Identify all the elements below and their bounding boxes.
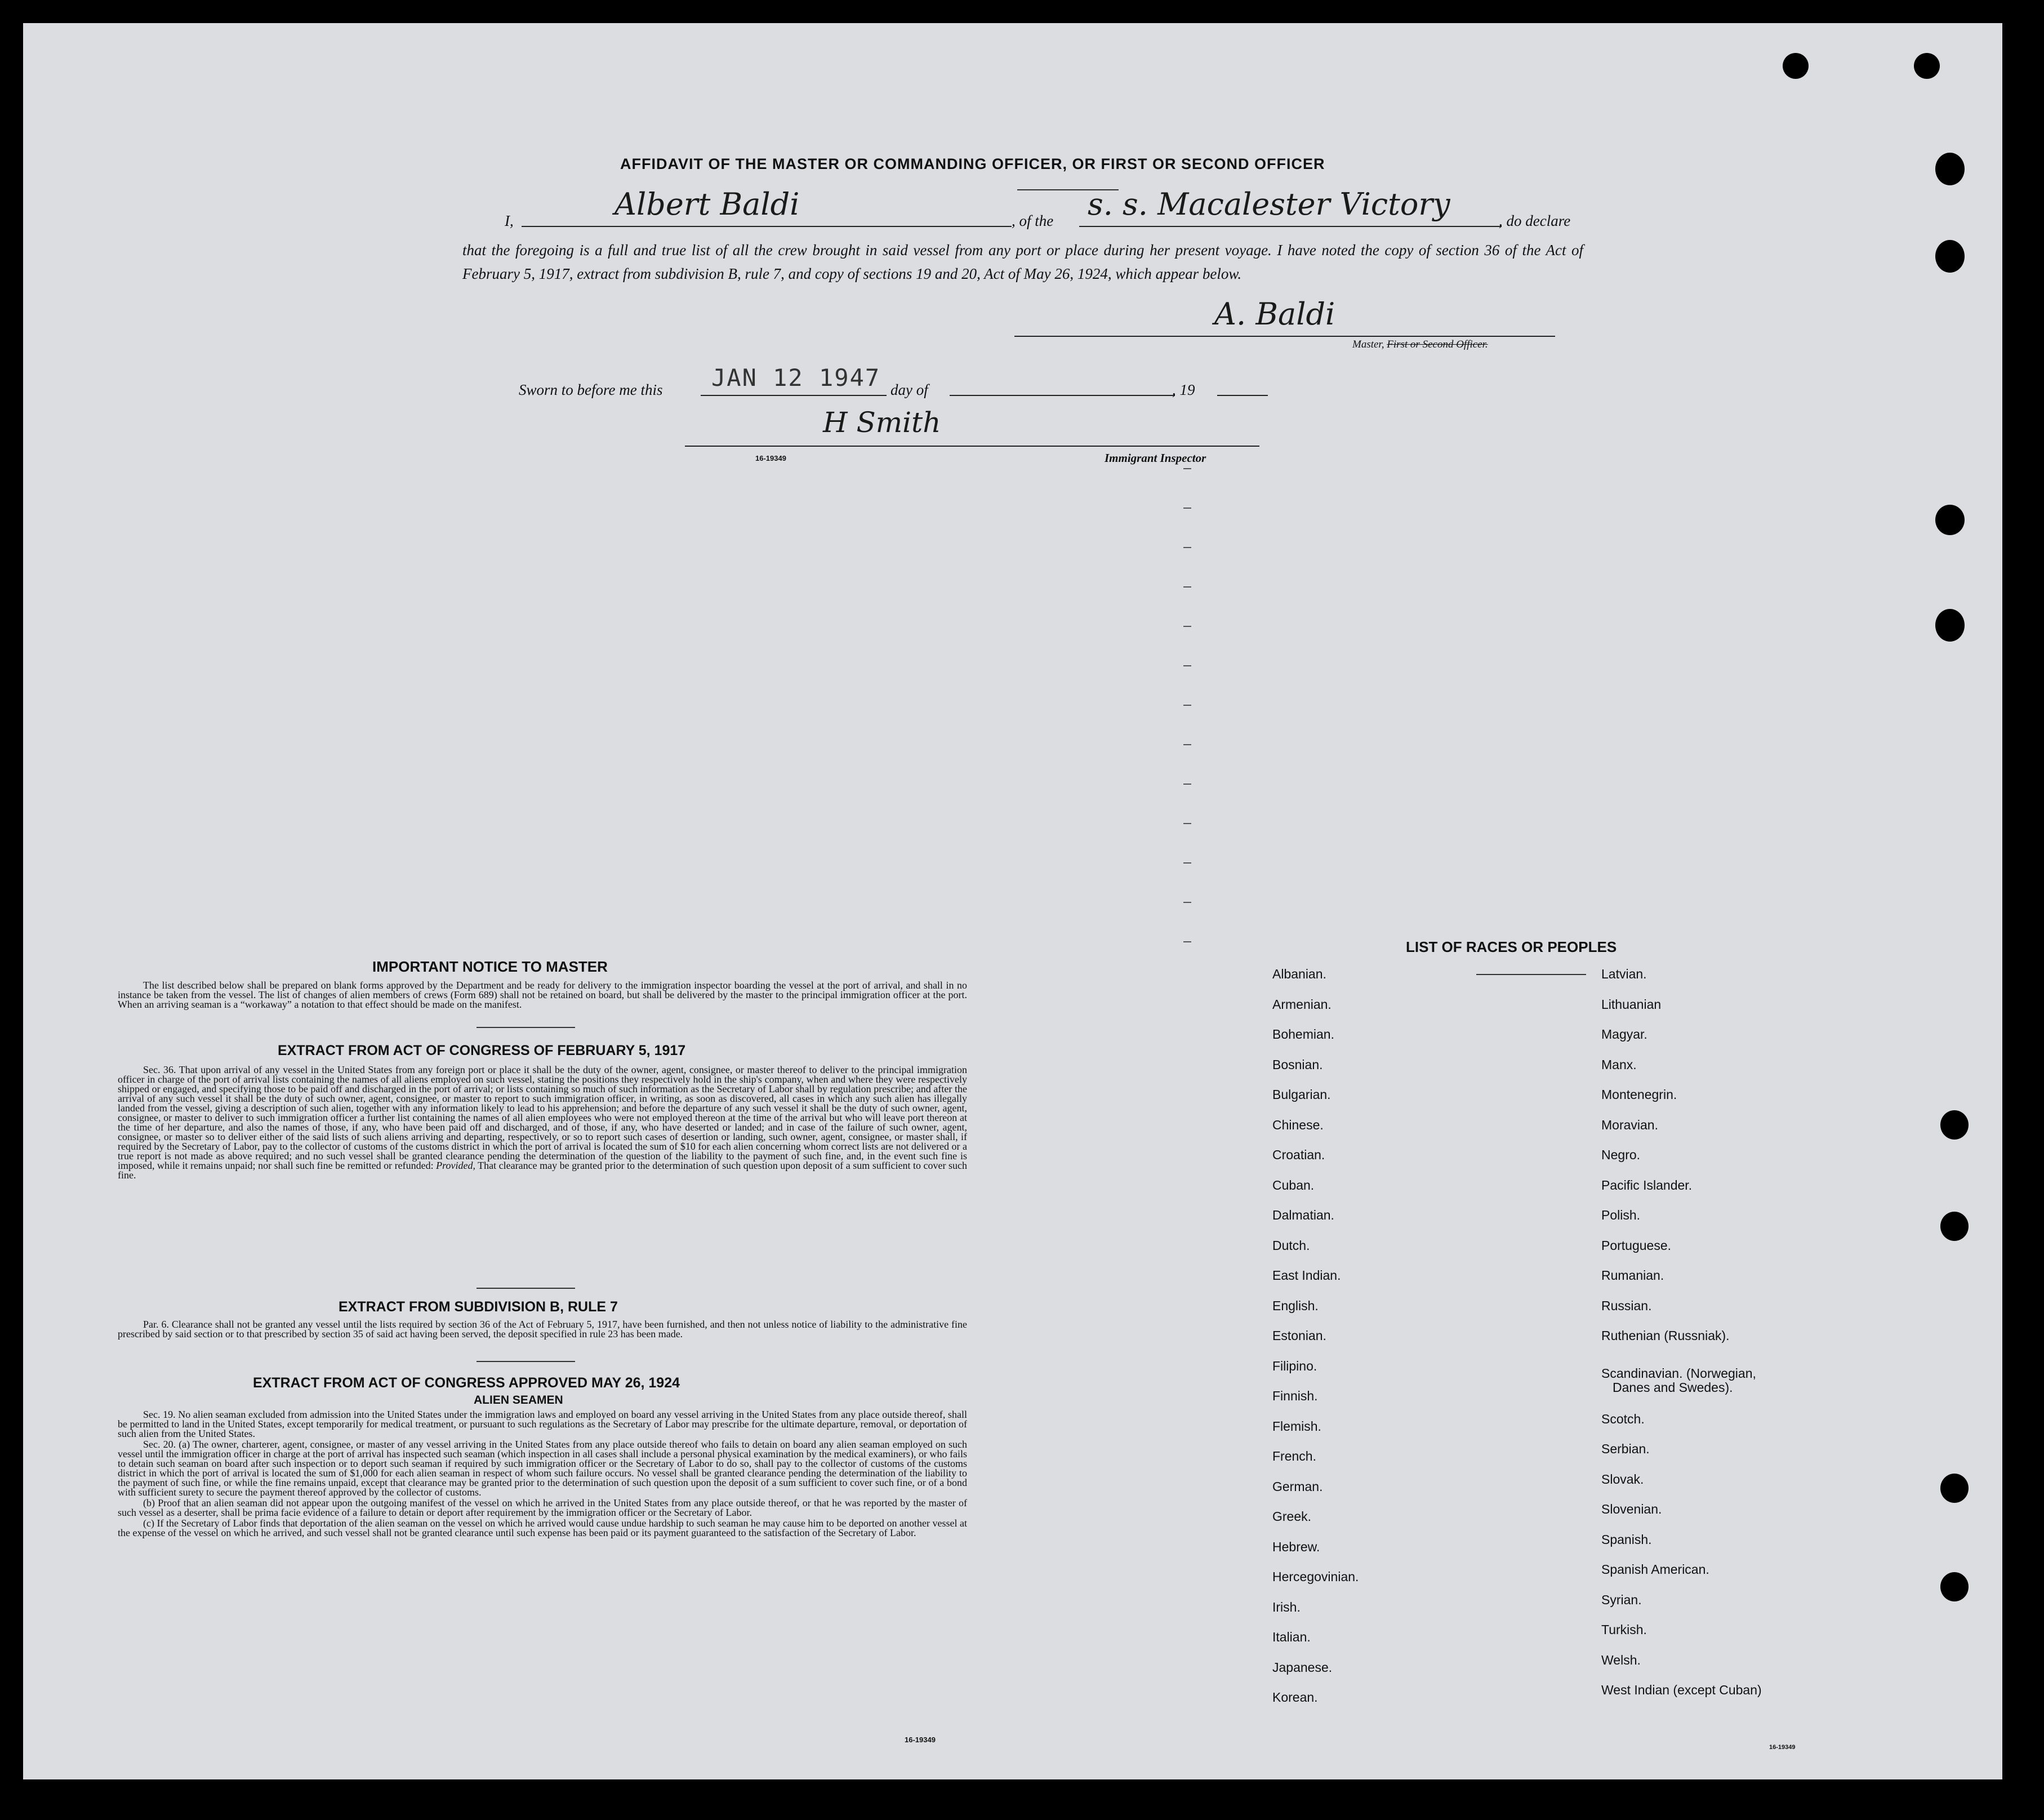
race-item: Latvian. bbox=[1601, 967, 1647, 981]
sec20c-paragraph: (c) If the Secretary of Labor finds that deportation of the alien seaman on the vessel on which he arrived would cause undue hardship to such seaman he may cause him to be deported on another vessel at the expense of the vessel on which he arrived, and such vessel shall not be granted clearance until such expense has been paid or its payment guaranteed to the satisfaction of the Secretary of Labor. bbox=[118, 1518, 967, 1538]
race-item: Rumanian. bbox=[1601, 1268, 1664, 1283]
race-item: Scandinavian. (Norwegian, bbox=[1601, 1365, 1756, 1381]
race-item: Croatian. bbox=[1272, 1147, 1325, 1162]
sworn-date-line bbox=[701, 395, 887, 396]
race-item: Hebrew. bbox=[1272, 1539, 1320, 1554]
year-label: , 19 bbox=[1172, 381, 1195, 398]
affidavit-title: AFFIDAVIT OF THE MASTER OR COMMANDING OFFICER, OR FIRST OR SECOND OFFICER bbox=[620, 155, 1325, 172]
punch-hole bbox=[1940, 1572, 1969, 1601]
form-number: 16-19349 bbox=[905, 1736, 936, 1744]
margin-tick bbox=[1183, 705, 1191, 706]
sec19-paragraph: Sec. 19. No alien seaman excluded from admission into the United States under the immigration laws and employed on board any vessel arriving in the United States from any place outside thereof, shall be permitted to land in the United States, except temporarily for medical treatment, or pursuant to such regulations as the Secretary of Labor may prescribe for the ultimate departure, removal, or deportation of such alien from the United States. bbox=[118, 1409, 967, 1439]
margin-tick bbox=[1183, 823, 1191, 824]
name-line bbox=[522, 226, 1012, 227]
punch-hole bbox=[1940, 1110, 1969, 1140]
vessel-name-handwritten: s. s. Macalester Victory bbox=[1088, 186, 1450, 222]
day-of-label: day of bbox=[890, 381, 928, 398]
proviso-text: That clearance may be granted prior to the determination of such question upon deposit of a sum sufficient to cover such fine. bbox=[118, 1160, 968, 1181]
extract-1924-text bbox=[118, 1410, 967, 1539]
race-item: Spanish. bbox=[1601, 1532, 1652, 1547]
rule7-title: EXTRACT FROM SUBDIVISION B, RULE 7 bbox=[339, 1299, 618, 1315]
race-item: Japanese. bbox=[1272, 1659, 1333, 1675]
race-item: Danes and Swedes). bbox=[1613, 1380, 1733, 1395]
race-item: Welsh. bbox=[1601, 1652, 1641, 1667]
divider bbox=[477, 1027, 575, 1028]
proviso-word: Provided, bbox=[436, 1160, 475, 1171]
race-item: Bohemian. bbox=[1272, 1027, 1334, 1042]
do-declare-label: , do declare bbox=[1499, 212, 1571, 229]
margin-tick bbox=[1183, 784, 1191, 785]
margin-tick bbox=[1183, 468, 1191, 469]
race-item: Bulgarian. bbox=[1272, 1087, 1331, 1102]
race-item: Dalmatian. bbox=[1272, 1208, 1334, 1222]
race-item: West Indian (except Cuban) bbox=[1601, 1683, 1762, 1697]
inspector-line bbox=[685, 446, 1259, 447]
divider bbox=[477, 1361, 575, 1362]
margin-tick bbox=[1183, 626, 1191, 627]
vessel-line bbox=[1079, 226, 1502, 227]
margin-tick bbox=[1183, 665, 1191, 666]
race-item: Dutch. bbox=[1272, 1238, 1310, 1253]
divider bbox=[477, 1288, 575, 1289]
notice-paragraph: The list described below shall be prepared on blank forms approved by the Department and be ready for delivery to the immigration inspector boarding the vessel at the port of arrival, and shall in no instance be taken from the vessel. The list of changes of alien members of crews (Form 689) shall not be retained on board, but shall be delivered by the master to the principal immigration officer at the port. When an arriving seaman is a “workaway” a notation to that effect should be made on the manifest. bbox=[118, 980, 967, 1010]
race-item: East Indian. bbox=[1272, 1268, 1341, 1283]
extract-1917-title: EXTRACT FROM ACT OF CONGRESS OF FEBRUARY 5, 1917 bbox=[278, 1043, 686, 1058]
margin-tick bbox=[1183, 508, 1191, 509]
margin-tick bbox=[1183, 547, 1191, 548]
of-the-label: , of the bbox=[1012, 212, 1054, 229]
race-item: Polish. bbox=[1601, 1208, 1641, 1222]
margin-tick bbox=[1183, 744, 1191, 745]
race-item: Russian. bbox=[1601, 1298, 1652, 1313]
notice-text bbox=[118, 981, 967, 1011]
race-item: Flemish. bbox=[1272, 1418, 1321, 1434]
race-item: Finnish. bbox=[1272, 1389, 1318, 1403]
punch-hole bbox=[1914, 53, 1940, 79]
race-item: Filipino. bbox=[1272, 1358, 1317, 1373]
alien-seamen-subtitle: ALIEN SEAMEN bbox=[474, 1394, 563, 1407]
race-item: Slovak. bbox=[1601, 1471, 1644, 1487]
punch-hole bbox=[1783, 53, 1809, 79]
month-line bbox=[950, 395, 1175, 396]
race-item: Lithuanian bbox=[1601, 996, 1662, 1012]
signature-line bbox=[1014, 336, 1555, 337]
race-item: Ruthenian (Russniak). bbox=[1601, 1328, 1730, 1343]
races-title: LIST OF RACES OR PEOPLES bbox=[1406, 938, 1617, 955]
race-item: Pacific Islander. bbox=[1601, 1177, 1693, 1192]
margin-tick bbox=[1183, 941, 1191, 942]
form-number: 16-19349 bbox=[755, 454, 786, 462]
race-item: Armenian. bbox=[1272, 996, 1332, 1012]
extract-1917-paragraph bbox=[118, 1065, 967, 1180]
race-item: Italian. bbox=[1272, 1630, 1311, 1644]
extract-1917-body: Sec. 36. That upon arrival of any vessel in the United States from any foreign port or place it shall be the duty of the owner, agent, consignee, or master thereof to deliver to the principal immigration officer in charge of the port of arrival lists containing the names of all aliens employed on such vessel, stating the positions they respectively hold in the ship's company, when and where they were respectively shipped or engaged, and specifying those to be paid off and discharged in the port of arrival; or lists containing so much of such information as the Secretary of Labor shall by regulation prescribe; and after the arrival of any such vessel it shall be the duty of such owner, agent, consignee, or master to report to such immigration officer, in writing, as soon as discovered, all cases in which any such alien has illegally landed from the vessel, giving a description of such alien, together with any information likely to lead to his apprehension; and before the departure of any such vessel it shall be the duty of such owner, agent, consignee, or master to deliver to such immigration officer a further list containing the names of all alien employees who were not employed thereon at the time of the arrival but who will leave port thereon at the time of her departure, and also the names of those, if any, who have been paid off and discharged, and of those, if any, who have deserted or landed; and in case of the failure of such owner, agent, consignee, or master so to deliver either of the said lists of such aliens arriving and departing, respectively, or so to report such cases of desertion or landing, such owner, agent, consignee, or master shall, if required by the Secretary of Labor, pay to the collector of customs of the customs district in which the port of arrival is located the sum of $10 for each alien concerning whom correct lists are not delivered or a true report is not made as above required; and no such vessel shall be granted clearance pending the determination of the question of the liability to the payment of such fine, and, in the event such fine is imposed, while it remains unpaid; nor shall such fine be remitted or refunded: bbox=[118, 1064, 967, 1171]
master-label: Master, bbox=[1352, 339, 1384, 350]
margin-tick bbox=[1183, 862, 1191, 864]
extract-1924-title: EXTRACT FROM ACT OF CONGRESS APPROVED MAY 26, 1924 bbox=[253, 1375, 680, 1391]
race-item: English. bbox=[1272, 1298, 1319, 1313]
race-item: Turkish. bbox=[1601, 1622, 1647, 1637]
race-item: Serbian. bbox=[1601, 1441, 1650, 1456]
affidavit-body: that the foregoing is a full and true list of all the crew brought in said vessel from any port or place during her present voyage. I have noted the copy of section 36 of the Act of February 5, 1917, extract from subdivision B, rule 7, and copy of sections 19 and 20, Act of May 26, 1924, which appear below. bbox=[462, 242, 1583, 282]
affidavit-i-label: I, bbox=[505, 212, 514, 229]
rule7-text bbox=[118, 1320, 967, 1340]
race-item: Negro. bbox=[1601, 1147, 1641, 1162]
race-item: Chinese. bbox=[1272, 1117, 1324, 1132]
margin-tick bbox=[1183, 586, 1191, 588]
sworn-label: Sworn to before me this bbox=[519, 381, 663, 398]
punch-hole bbox=[1940, 1212, 1969, 1241]
race-item: Montenegrin. bbox=[1601, 1087, 1677, 1102]
race-item: Slovenian. bbox=[1601, 1502, 1662, 1516]
race-item: Portuguese. bbox=[1601, 1238, 1672, 1253]
first-second-officer-struck: First or Second Officer. bbox=[1387, 339, 1488, 350]
race-item: Scotch. bbox=[1601, 1411, 1645, 1426]
race-item: Manx. bbox=[1601, 1057, 1637, 1072]
race-item: Greek. bbox=[1272, 1509, 1312, 1524]
master-signature: A. Baldi bbox=[1214, 296, 1335, 332]
master-name-signature: Albert Baldi bbox=[614, 186, 800, 222]
race-item: Spanish American. bbox=[1601, 1562, 1709, 1577]
race-item: German. bbox=[1272, 1479, 1323, 1494]
punch-hole bbox=[1940, 1474, 1969, 1503]
divider bbox=[1476, 974, 1586, 975]
sec20b-paragraph: (b) Proof that an alien seaman did not appear upon the outgoing manifest of the vessel on which he arrived in the United States from any place outside thereof, or that he was reported by the master of such vessel as a deserter, shall be prima facie evidence of a failure to detain or deport after requirement by the immigration officer or the Secretary of Labor. bbox=[118, 1497, 967, 1518]
master-label-row bbox=[1352, 339, 1488, 351]
race-item: Estonian. bbox=[1272, 1328, 1326, 1343]
race-item: Irish. bbox=[1272, 1599, 1301, 1614]
notice-title: IMPORTANT NOTICE TO MASTER bbox=[372, 958, 608, 975]
punch-hole bbox=[1935, 153, 1965, 185]
race-item: Magyar. bbox=[1601, 1027, 1647, 1042]
race-item: Syrian. bbox=[1601, 1592, 1642, 1607]
race-item: Hercegovinian. bbox=[1272, 1569, 1359, 1584]
inspector-label: Immigrant Inspector bbox=[1105, 451, 1206, 465]
year-line bbox=[1217, 395, 1268, 396]
sec20a-paragraph: Sec. 20. (a) The owner, charterer, agent, consignee, or master of any vessel arriving in the United States from any place outside thereof who fails to detain on board any alien seaman employed on such vessel until the immigration officer in charge at the port of arrival has inspected such seaman (which inspection in all cases shall include a personal physical examination by the medical examiners), or who fails to detain such seaman on board after such inspection or to deport such seaman if required by such immigration officer or the Secretary of Labor to do so, shall pay to the collector of customs of the customs district in which the port of arrival is located the sum of $1,000 for each alien seaman in respect of whom such failure occurs. No vessel shall be granted clearance pending the determination of the liability to the payment of such fine, or while the fine remains unpaid, except that clearance may be granted prior to the determination of such question upon the deposit of a sum sufficient to cover such fine, or of a bond with sufficient surety to secure the payment thereof approved by the collector of customs. bbox=[118, 1439, 967, 1498]
punch-hole bbox=[1935, 505, 1965, 535]
punch-hole bbox=[1935, 609, 1965, 642]
date-stamp: JAN 12 1947 bbox=[711, 364, 881, 391]
race-item: Cuban. bbox=[1272, 1177, 1315, 1192]
inspector-signature: H Smith bbox=[823, 406, 941, 439]
rule7-paragraph: Par. 6. Clearance shall not be granted any vessel until the lists required by section 36 of the Act of February 5, 1917, have been furnished, and then not unless notice of liability to the administrative fine prescribed by said section or to that prescribed by section 35 of said act having been served, the deposit specified in rule 23 has been made. bbox=[118, 1319, 967, 1340]
race-item: Albanian. bbox=[1272, 967, 1326, 981]
race-item: Korean. bbox=[1272, 1690, 1318, 1705]
extract-1917-text bbox=[118, 1065, 967, 1181]
document-page bbox=[23, 23, 2002, 1779]
race-item: Moravian. bbox=[1601, 1117, 1658, 1132]
race-item: Bosnian. bbox=[1272, 1057, 1323, 1072]
race-item: French. bbox=[1272, 1449, 1316, 1463]
form-number: 16-19349 bbox=[1769, 1744, 1796, 1751]
punch-hole bbox=[1935, 240, 1965, 273]
margin-tick bbox=[1183, 902, 1191, 903]
